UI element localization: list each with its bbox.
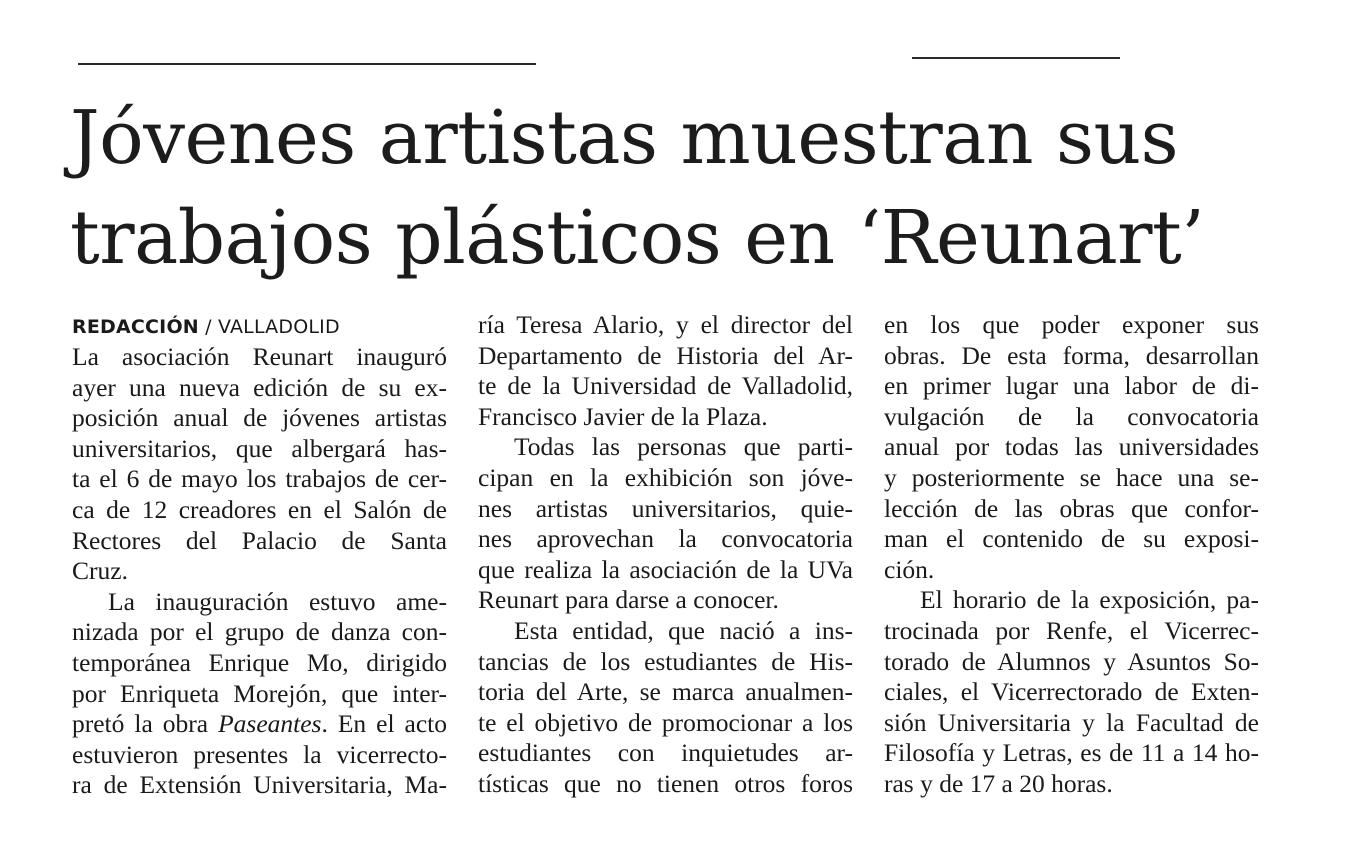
text-line: tancias de los estudiantes de His- bbox=[478, 646, 853, 676]
paragraph bbox=[72, 587, 447, 801]
text-line: ría Teresa Alario, y el director del bbox=[478, 310, 853, 339]
text-line: nes aprovechan la convocatoria bbox=[478, 524, 853, 554]
text-run: . En el acto bbox=[321, 709, 447, 739]
text-line: y posteriormente se hace una se- bbox=[884, 462, 1259, 492]
text-line: toria del Arte, se marca anualmen- bbox=[478, 677, 853, 707]
text-line: cipan en la exhibición son jóve- bbox=[478, 462, 853, 492]
article-column-1 bbox=[72, 310, 447, 801]
paragraph bbox=[884, 585, 1259, 799]
text-line: por Enriqueta Morejón, que inter- bbox=[72, 678, 447, 708]
text-line: sión Universitaria y la Facultad de bbox=[884, 707, 1259, 737]
text-line: ra de Extensión Universitaria, Ma- bbox=[72, 770, 447, 800]
byline-separator: / bbox=[198, 316, 218, 338]
paragraph bbox=[478, 616, 853, 800]
byline bbox=[72, 312, 447, 342]
article-column-2 bbox=[478, 310, 853, 800]
text-line: ciales, el Vicerrectorado de Exten- bbox=[884, 677, 1259, 707]
text-line: ción. bbox=[884, 554, 935, 584]
text-line: vulgación de la convocatoria bbox=[884, 401, 1259, 431]
text-line: en los que poder exponer sus bbox=[884, 310, 1259, 339]
text-line: ca de 12 creadores en el Salón de bbox=[72, 494, 447, 524]
text-line bbox=[72, 709, 447, 740]
text-line: ta el 6 de mayo los trabajos de cer- bbox=[72, 464, 447, 494]
paragraph bbox=[884, 310, 1259, 585]
text-line: Reunart para darse a conocer. bbox=[478, 585, 779, 615]
text-line: ayer una nueva edición de su ex- bbox=[72, 372, 447, 402]
paragraph bbox=[72, 342, 447, 587]
text-line: obras. De esta forma, desarrollan bbox=[884, 340, 1259, 370]
text-line: estudiantes con inquietudes ar- bbox=[478, 738, 853, 768]
text-line: en primer lugar una labor de di- bbox=[884, 371, 1259, 401]
text-line: Cruz. bbox=[72, 556, 128, 586]
headline-line-1: Jóvenes artistas muestran sus bbox=[70, 95, 1179, 181]
text-line: Todas las personas que parti- bbox=[514, 432, 853, 462]
text-line: Rectores del Palacio de Santa bbox=[72, 525, 447, 555]
text-line: El horario de la exposición, pa- bbox=[920, 585, 1259, 615]
headline bbox=[70, 88, 1310, 288]
byline-agency: REDACCIÓN bbox=[72, 316, 199, 338]
text-line: tísticas que no tienen otros foros bbox=[478, 768, 853, 798]
text-line: nizada por el grupo de danza con- bbox=[72, 617, 447, 647]
text-line: universitarios, que albergará has- bbox=[72, 433, 447, 463]
text-line: La asociación Reunart inauguró bbox=[72, 342, 447, 371]
text-line: man el contenido de su exposi- bbox=[884, 524, 1259, 554]
text-line: posición anual de jóvenes artistas bbox=[72, 403, 447, 433]
text-line: estuvieron presentes la vicerrecto- bbox=[72, 739, 447, 769]
text-line: Francisco Javier de la Plaza. bbox=[478, 401, 768, 431]
paragraph bbox=[478, 432, 853, 616]
text-line: torado de Alumnos y Asuntos So- bbox=[884, 646, 1259, 676]
top-rule-right bbox=[912, 57, 1120, 59]
text-line: que realiza la asociación de la UVa bbox=[478, 554, 853, 584]
text-line: ras y de 17 a 20 horas. bbox=[884, 768, 1113, 798]
byline-city: VALLADOLID bbox=[218, 316, 340, 338]
text-line: lección de las obras que confor- bbox=[884, 493, 1259, 523]
text-line: nes artistas universitarios, quie- bbox=[478, 493, 853, 523]
paragraph bbox=[478, 310, 853, 432]
text-line: te el objetivo de promocionar a los bbox=[478, 707, 853, 737]
text-line: Filosofía y Letras, es de 11 a 14 ho- bbox=[884, 738, 1259, 768]
text-line: anual por todas las universidades bbox=[884, 432, 1259, 462]
text-line: te de la Universidad de Valladolid, bbox=[478, 371, 853, 401]
text-run: pretó la obra bbox=[72, 709, 219, 739]
text-line: Departamento de Historia del Ar- bbox=[478, 340, 853, 370]
top-rule-left bbox=[78, 63, 536, 65]
text-line: La inauguración estuvo ame- bbox=[108, 586, 447, 616]
text-line: temporánea Enrique Mo, dirigido bbox=[72, 647, 447, 677]
text-line: trocinada por Renfe, el Vicerrec- bbox=[884, 615, 1259, 645]
artwork-title: Paseantes bbox=[218, 709, 322, 739]
text-line: Esta entidad, que nació a ins- bbox=[514, 615, 853, 645]
headline-line-2: trabajos plásticos en ‘Reunart’ bbox=[70, 195, 1205, 281]
article-column-3 bbox=[884, 310, 1259, 800]
